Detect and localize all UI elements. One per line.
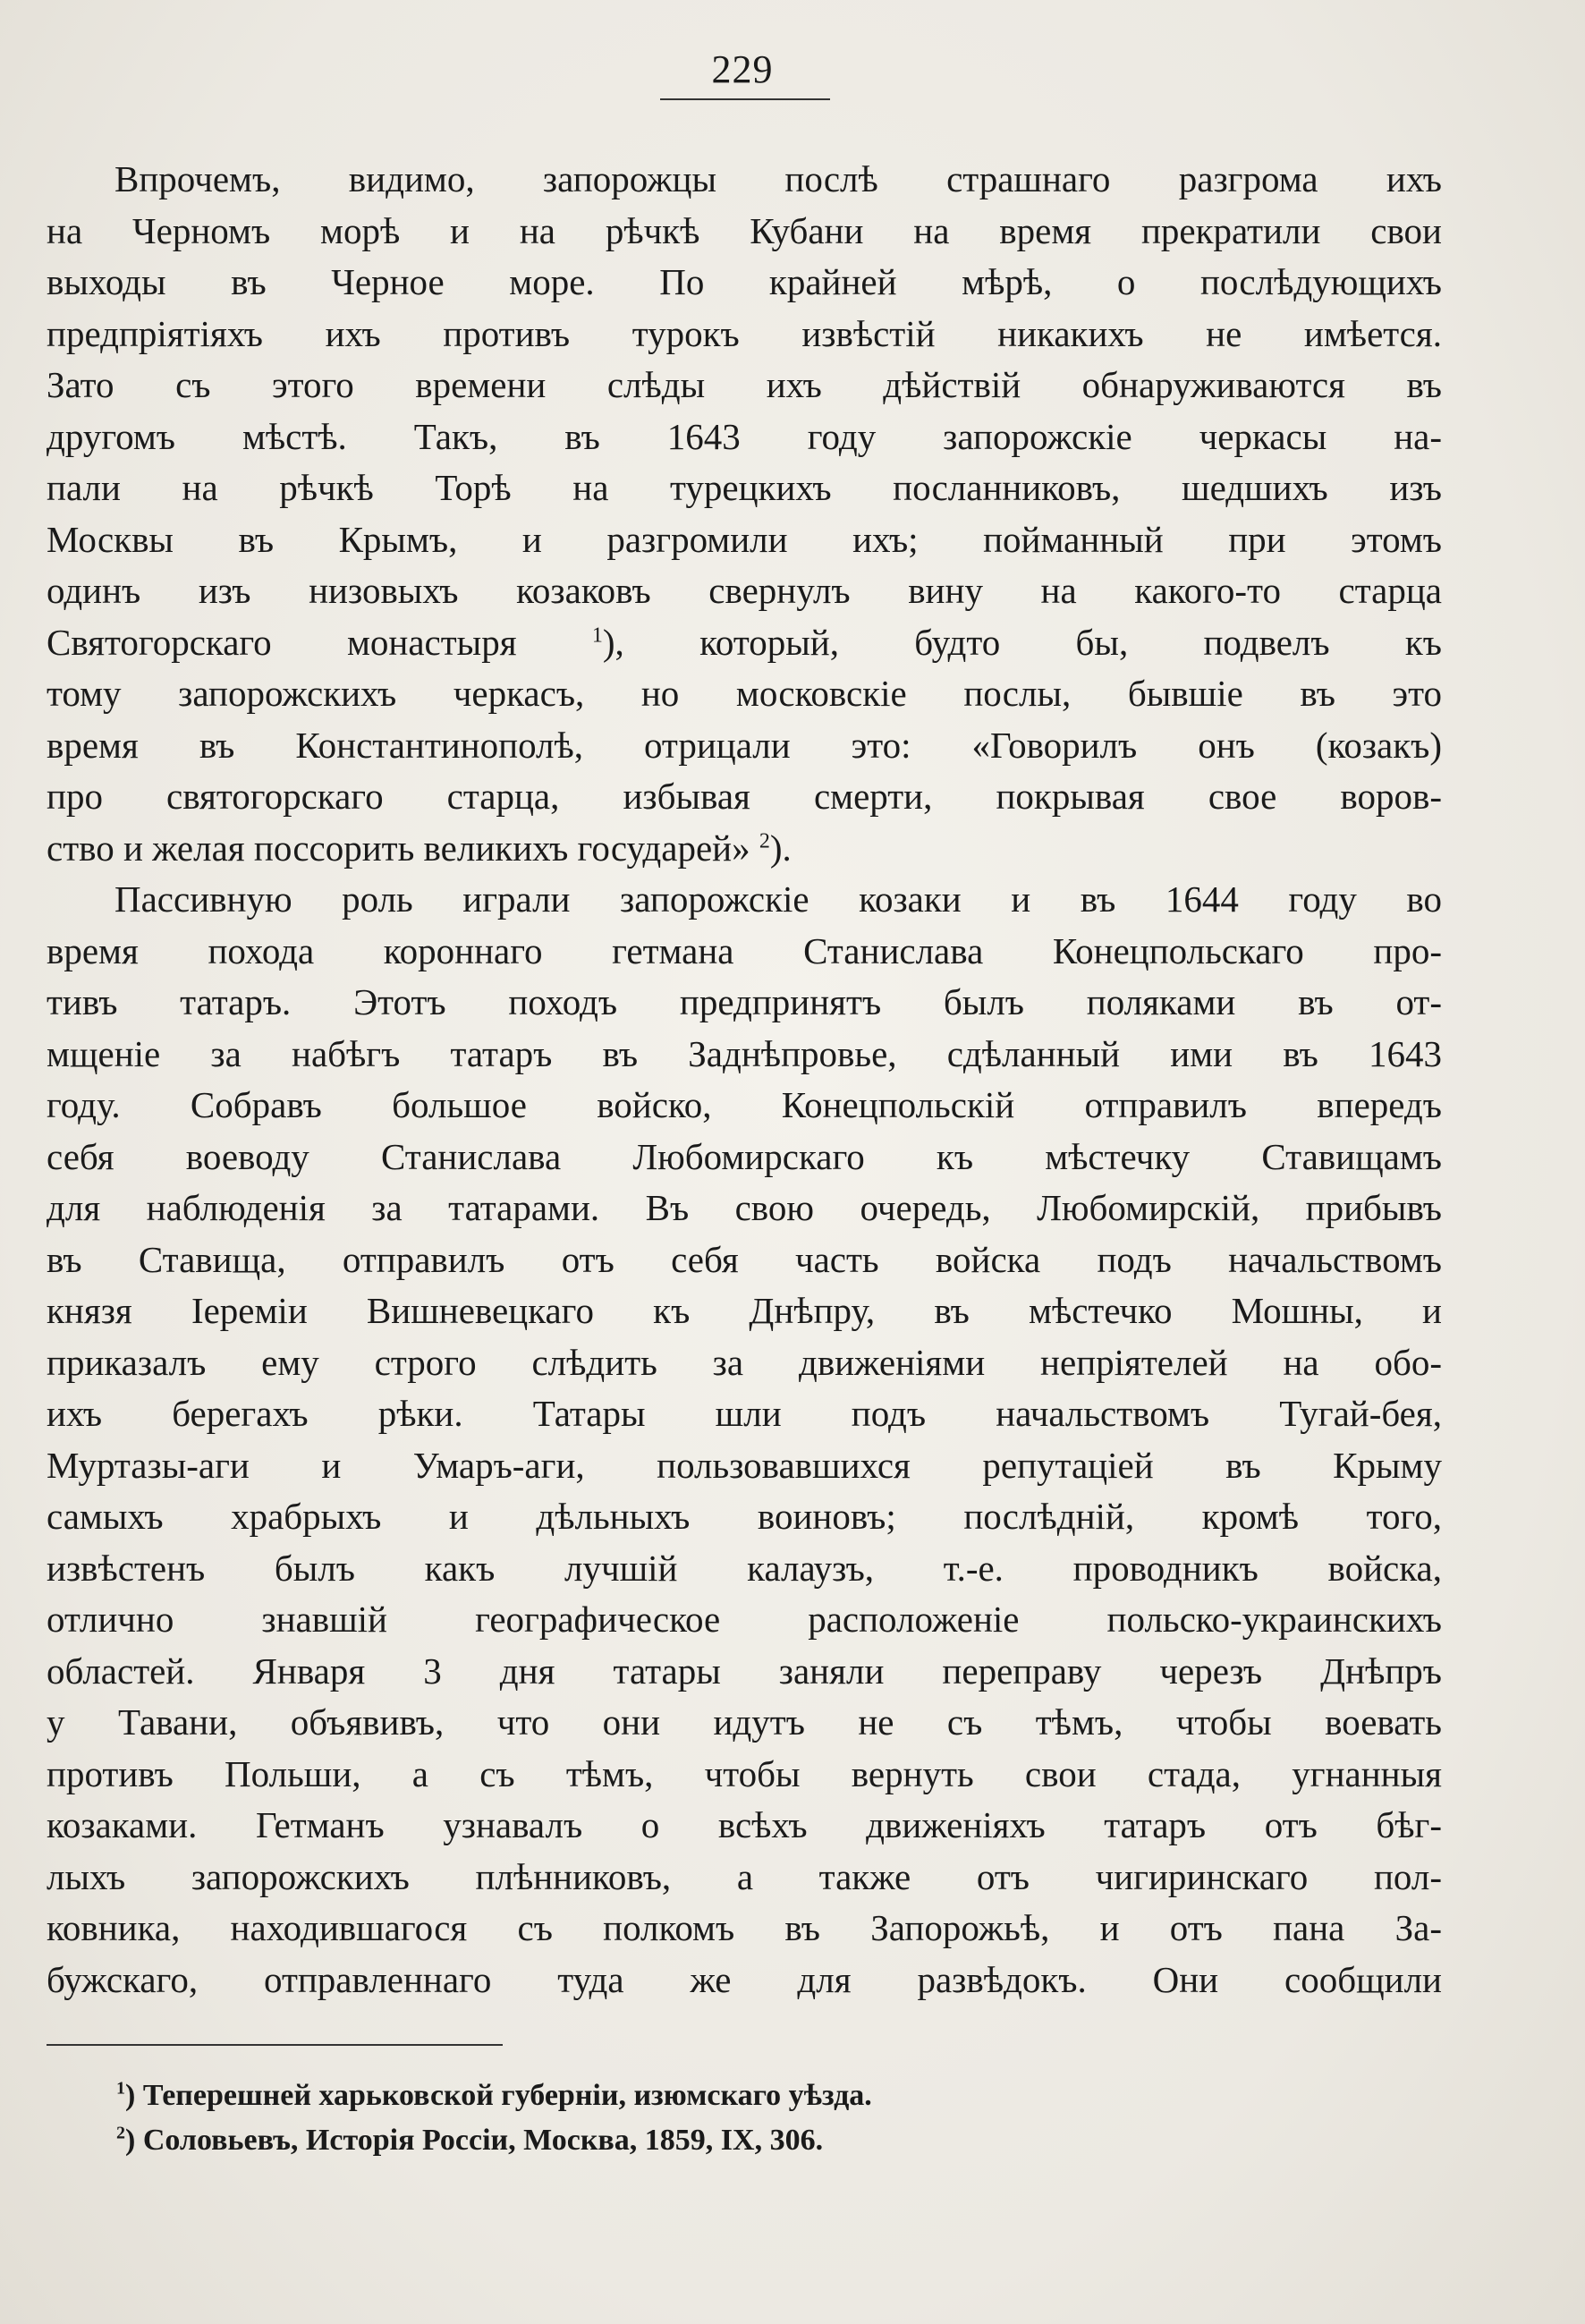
footnote-1	[116, 2074, 1413, 2118]
text-line: у Тавани, объявивъ, что они идутъ не съ тѣмъ, чтобы воевать	[47, 1701, 1442, 1743]
text-line: Пассивную роль играли запорожскіе козаки и въ 1644 году во	[114, 878, 1442, 920]
text-line: ихъ берегахъ рѣки. Татары шли подъ начальствомъ Тугай-бея,	[47, 1393, 1442, 1434]
footnote-text: ) Соловьевъ, Исторія Россіи, Москва, 1859, IX, 306.	[125, 2124, 824, 2157]
text-line: противъ Польши, а съ тѣмъ, чтобы вернуть свои стада, угнанныя	[47, 1752, 1442, 1794]
text-line: бужскаго, отправленнаго туда же для развѣдокъ. Они сообщили	[47, 1958, 1442, 2000]
text-line: Впрочемъ, видимо, запорожцы послѣ страшнаго разгрома ихъ	[114, 158, 1442, 199]
text-line: про святогорскаго старца, избывая смерти, покрывая свое воров-	[47, 776, 1442, 817]
text-line: себя воеводу Станислава Любомирскаго къ мѣстечку Ставищамъ	[47, 1135, 1442, 1177]
text-line: областей. Января 3 дня татары заняли переправу черезъ Днѣпръ	[47, 1650, 1442, 1692]
text-line: мщеніе за набѣгъ татаръ въ Заднѣпровье, сдѣланный ими въ 1643	[47, 1032, 1442, 1074]
footnote-mark: 2	[116, 2123, 125, 2143]
text-line: извѣстенъ былъ какъ лучшій калаузъ, т.-е. проводникъ войска,	[47, 1547, 1442, 1589]
text-line: приказалъ ему строго слѣдить за движеніями непріятелей на обо-	[47, 1341, 1442, 1383]
text-line: Зато съ этого времени слѣды ихъ дѣйствій обнаруживаются въ	[47, 364, 1442, 405]
text-line: одинъ изъ низовыхъ козаковъ свернулъ вину на какого-то старца	[47, 570, 1442, 611]
text-line: году. Собравъ большое войско, Конецпольскій отправилъ впередъ	[47, 1084, 1442, 1125]
text-line: лыхъ запорожскихъ плѣнниковъ, а также отъ чигиринскаго пол-	[47, 1855, 1442, 1897]
body-text	[47, 154, 1442, 2006]
text-line: князя Іереміи Вишневецкаго къ Днѣпру, въ мѣстечко Мошны, и	[47, 1290, 1442, 1331]
text-line: козаками. Гетманъ узнавалъ о всѣхъ движеніяхъ татаръ отъ бѣг-	[47, 1804, 1442, 1845]
text-segment: ство и желая поссорить великихъ государей»	[47, 827, 750, 869]
text-line: время въ Константинополѣ, отрицали это: «Говорилъ онъ (козакъ)	[47, 724, 1442, 766]
text-line-with-note-1	[47, 617, 1442, 669]
text-line: тивъ татаръ. Этотъ походъ предпринятъ былъ поляками въ от-	[47, 981, 1442, 1022]
text-line: другомъ мѣстѣ. Такъ, въ 1643 году запорожскіе черкасы на-	[47, 415, 1442, 457]
text-line: Муртазы-аги и Умаръ-аги, пользовавшихся репутаціей въ Крыму	[47, 1444, 1442, 1486]
footnote-text: ) Теперешней харьковской губерніи, изюмскаго уѣзда.	[125, 2079, 872, 2112]
text-line: отлично знавшій географическое расположеніе польско-украинскихъ	[47, 1599, 1442, 1640]
text-line: самыхъ храбрыхъ и дѣльныхъ воиновъ; послѣдній, кромѣ того,	[47, 1496, 1442, 1537]
footnote-2	[116, 2118, 1413, 2163]
text-line: тому запорожскихъ черкасъ, но московскіе послы, бывшіе въ это	[47, 673, 1442, 714]
text-line: пали на рѣчкѣ Торѣ на турецкихъ посланниковъ, шедшихъ изъ	[47, 467, 1442, 508]
text-line: Москвы въ Крымъ, и разгромили ихъ; пойманный при этомъ	[47, 518, 1442, 560]
text-segment: ), который, будто бы, подвелъ къ	[602, 621, 1442, 663]
footnote-rule	[47, 2044, 503, 2046]
text-line: ковника, находившагося съ полкомъ въ Запорожьѣ, и отъ пана За-	[47, 1907, 1442, 1948]
text-line: выходы въ Черное море. По крайней мѣрѣ, о послѣдующихъ	[47, 261, 1442, 302]
text-line: время похода короннаго гетмана Станислава Конецпольскаго про-	[47, 929, 1442, 971]
text-line-with-note-2	[47, 823, 1442, 875]
footnote-mark: 1	[116, 2078, 125, 2099]
text-segment: ).	[769, 827, 792, 869]
page-number: 229	[711, 47, 774, 91]
footnote-ref-2: 2	[759, 828, 770, 852]
footnote-ref-1: 1	[591, 623, 603, 647]
text-line: въ Ставища, отправилъ отъ себя часть войска подъ начальствомъ	[47, 1238, 1442, 1280]
text-line: предпріятіяхъ ихъ противъ турокъ извѣстій никакихъ не имѣется.	[47, 312, 1442, 354]
footnotes	[116, 2074, 1413, 2163]
page-number-rule	[660, 98, 830, 100]
text-line: для наблюденія за татарами. Въ свою очередь, Любомирскій, прибывъ	[47, 1187, 1442, 1228]
text-line: на Черномъ морѣ и на рѣчкѣ Кубани на время прекратили свои	[47, 209, 1442, 251]
text-segment: Святогорскаго монастыря	[47, 621, 517, 663]
